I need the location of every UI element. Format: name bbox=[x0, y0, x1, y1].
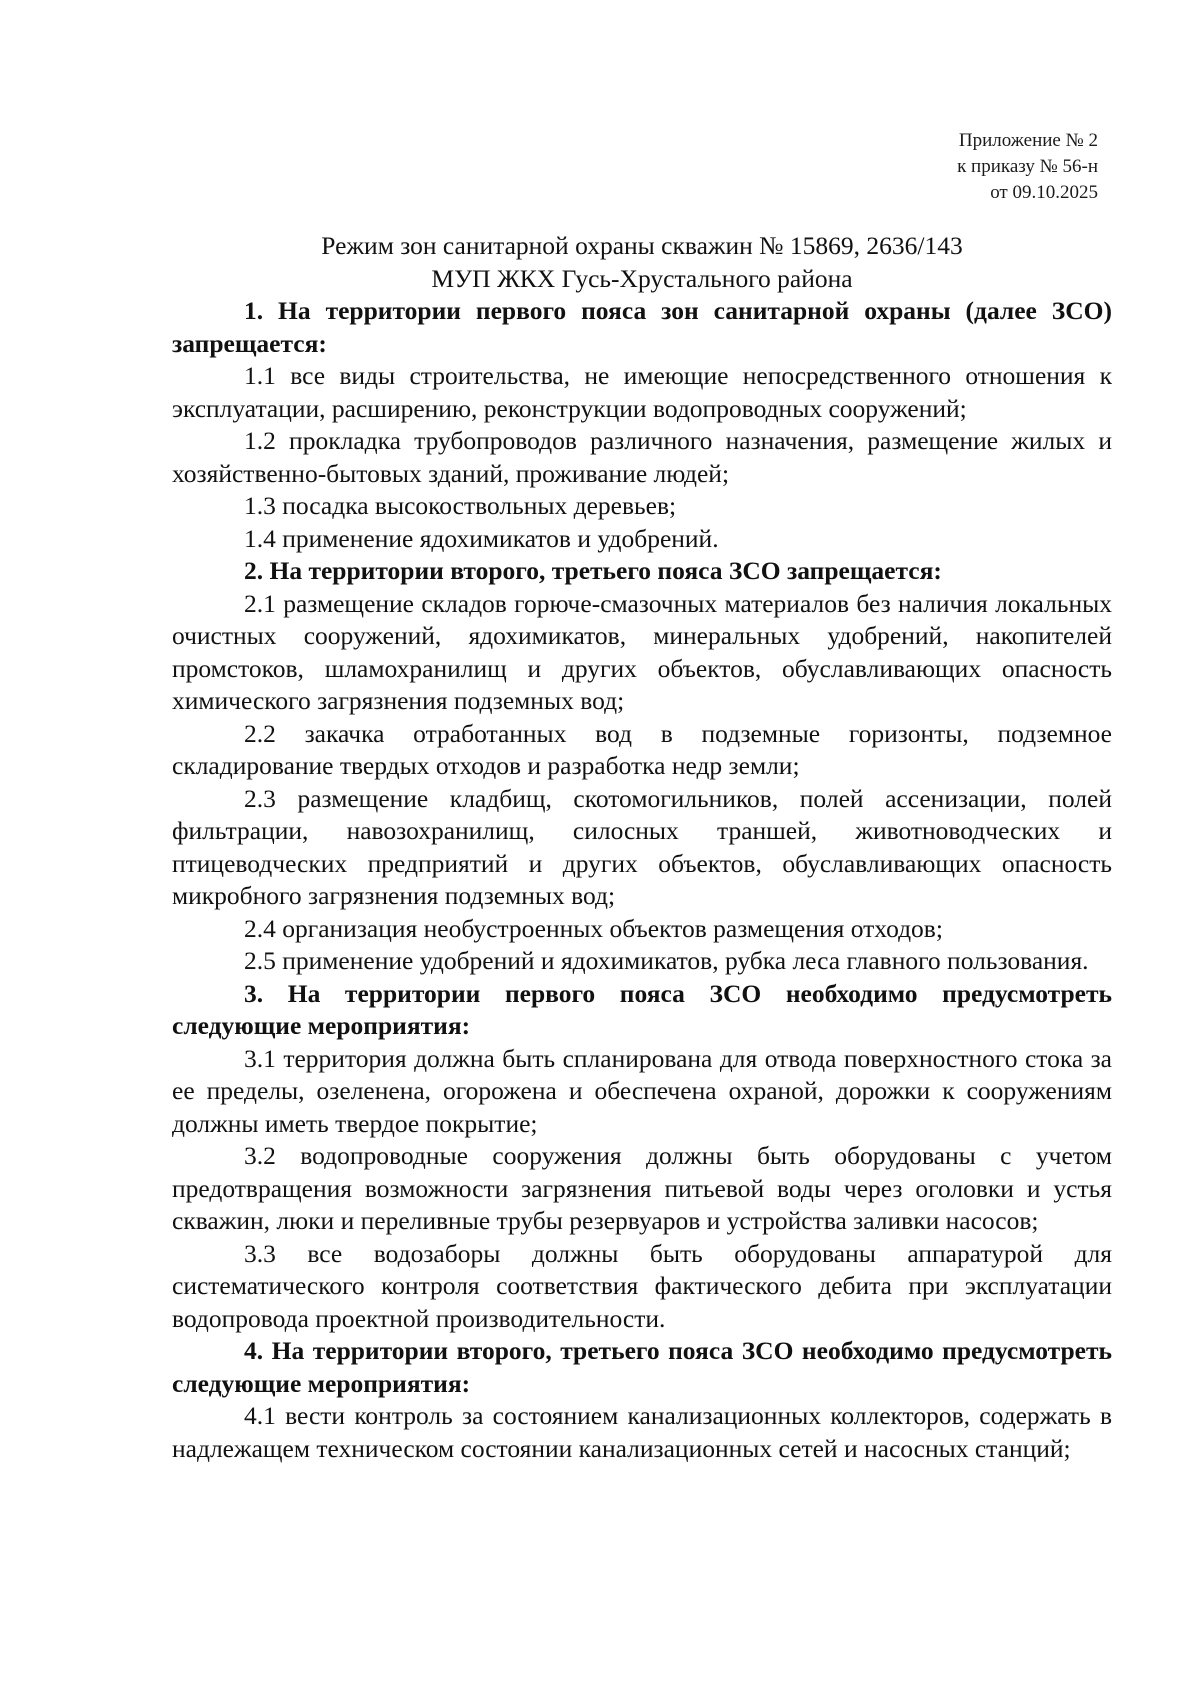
appendix-date: от 09.10.2025 bbox=[990, 182, 1098, 203]
section-1-item-2: 1.2 прокладка трубопроводов различного назначения, размещение жилых и хозяйственно-бытовых зданий, проживание людей; bbox=[172, 426, 1112, 488]
document-body bbox=[172, 230, 1112, 1465]
section-2-item-5: 2.5 применение удобрений и ядохимикатов, рубка леса главного пользования. bbox=[244, 946, 1089, 975]
section-3-item-1: 3.1 территория должна быть спланирована для отвода поверхностного стока за ее пределы, озеленена, огорожена и обеспечена охраной, дорожки к сооружениям должны иметь твердое покрытие; bbox=[172, 1043, 1112, 1138]
appendix-reference bbox=[957, 128, 1098, 206]
section-3-item-2: 3.2 водопроводные сооружения должны быть оборудованы с учетом предотвращения возможности загрязнения питьевой воды через оголовки и устья скважин, люки и переливные трубы резервуаров и устройства заливки насосов; bbox=[172, 1141, 1112, 1235]
section-2-item-4: 2.4 организация необустроенных объектов размещения отходов; bbox=[244, 913, 943, 943]
document-title bbox=[172, 230, 1112, 295]
section-2-item-3: 2.3 размещение кладбищ, скотомогильников, полей ассенизации, полей фильтрации, навозохранилищ, силосных траншей, животноводческих и птицеводческих предприятий и других объектов, обуславливающих опасность микробного загрязнения подземных вод; bbox=[172, 783, 1112, 910]
section-1-item-4: 1.4 применение ядохимикатов и удобрений. bbox=[244, 523, 719, 553]
section-3-item-3: 3.3 все водозаборы должны быть оборудованы аппаратурой для систематического контроля соответствия фактического дебита при эксплуатации водопровода проектной производительности. bbox=[172, 1238, 1112, 1333]
section-2-heading: 2. На территории второго, третьего пояса ЗСО запрещается: bbox=[244, 556, 942, 585]
appendix-number: Приложение № 2 bbox=[958, 130, 1098, 151]
appendix-order-ref: к приказу № 56-н bbox=[957, 156, 1098, 177]
document-title-line-1: Режим зон санитарной охраны скважин № 15869, 2636/143 bbox=[321, 231, 963, 260]
section-3-heading: 3. На территории первого пояса ЗСО необходимо предусмотреть следующие мероприятия: bbox=[172, 978, 1112, 1040]
section-1-item-3: 1.3 посадка высокоствольных деревьев; bbox=[244, 491, 677, 520]
section-2-item-2: 2.2 закачка отработанных вод в подземные горизонты, подземное складирование твердых отходов и разработка недр земли; bbox=[172, 718, 1112, 780]
section-1-heading: 1. На территории первого пояса зон санитарной охраны (далее ЗСО) запрещается: bbox=[172, 296, 1112, 358]
document-title-line-2: МУП ЖКХ Гусь-Хрустального района bbox=[431, 263, 853, 293]
section-4-item-1: 4.1 вести контроль за состоянием канализационных коллекторов, содержать в надлежащем техническом состоянии канализационных сетей и насосных станций; bbox=[172, 1401, 1112, 1463]
section-4-heading: 4. На территории второго, третьего пояса ЗСО необходимо предусмотреть следующие мероприятия: bbox=[172, 1336, 1112, 1398]
section-2-item-1: 2.1 размещение складов горюче-смазочных материалов без наличия локальных очистных сооружений, ядохимикатов, минеральных удобрений, накопителей промстоков, шламохранилищ и других объектов, обуславливающих опасность химического загрязнения подземных вод; bbox=[172, 588, 1112, 715]
section-1-item-1: 1.1 все виды строительства, не имеющие непосредственного отношения к эксплуатации, расширению, реконструкции водопроводных сооружений; bbox=[172, 361, 1112, 423]
